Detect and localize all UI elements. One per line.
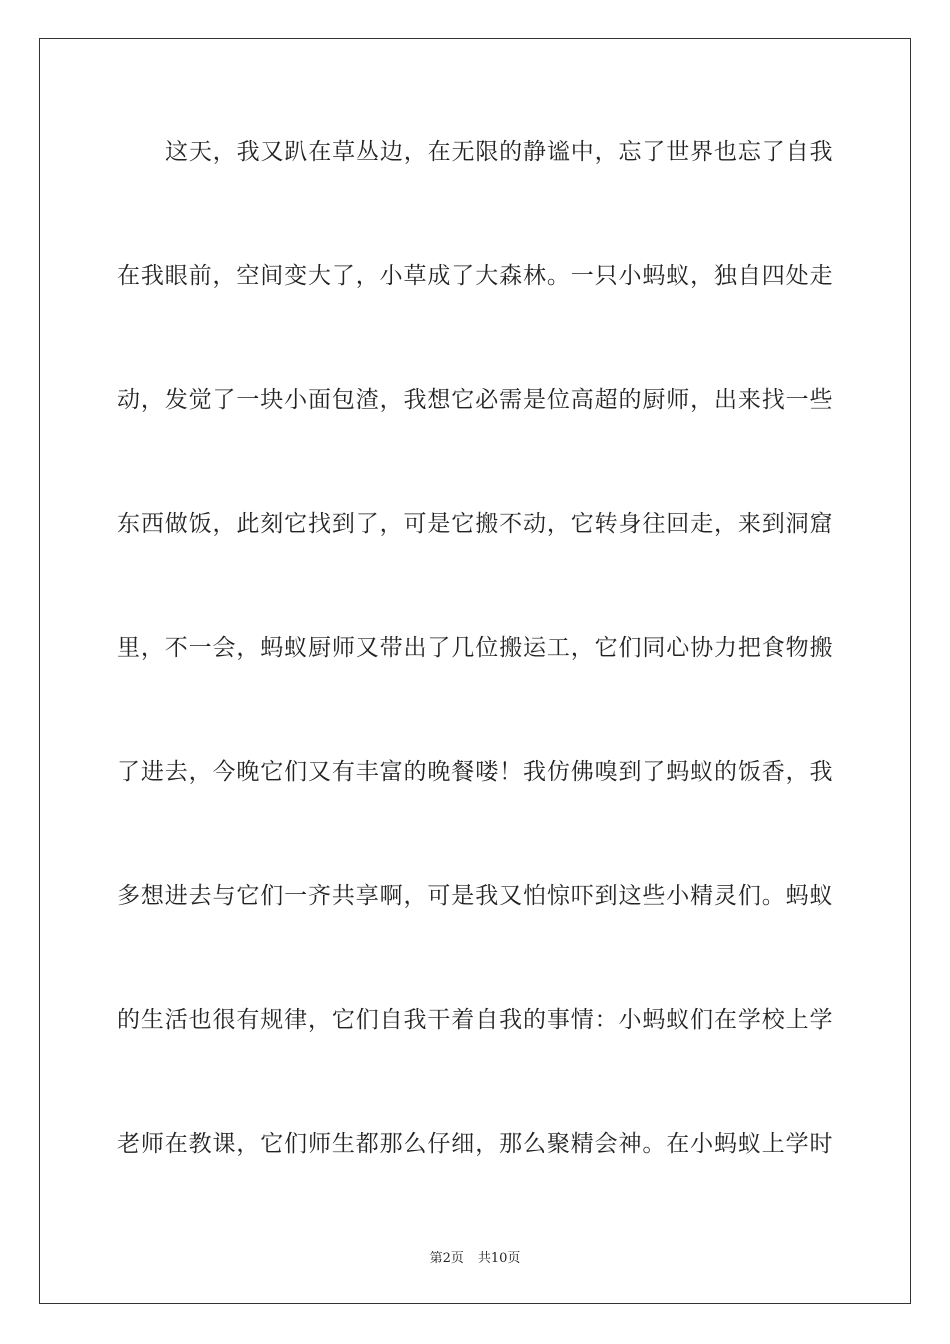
text-line: 了进去，今晚它们又有丰富的晚餐喽！我仿佛嗅到了蚂蚁的饭香，我	[117, 759, 833, 785]
text-line: 里，不一会，蚂蚁厨师又带出了几位搬运工，它们同心协力把食物搬	[117, 635, 833, 661]
text-line: 在我眼前，空间变大了，小草成了大森林。一只小蚂蚁，独自四处走	[117, 263, 833, 289]
text-line: 老师在教课，它们师生都那么仔细，那么聚精会神。在小蚂蚁上学时	[117, 1131, 833, 1157]
text-line: 东西做饭，此刻它找到了，可是它搬不动，它转身往回走，来到洞窟	[117, 511, 833, 537]
page-number: 第2页	[429, 1251, 464, 1266]
text-line: 的生活也很有规律，它们自我干着自我的事情：小蚂蚁们在学校上学	[117, 1007, 833, 1033]
text-line: 多想进去与它们一齐共享啊，可是我又怕惊吓到这些小精灵们。蚂蚁	[117, 883, 833, 909]
page-footer	[0, 1247, 950, 1266]
document-body	[117, 124, 833, 1240]
page-total: 共10页	[477, 1251, 521, 1266]
text-line: 这天，我又趴在草丛边，在无限的静谧中，忘了世界也忘了自我	[165, 139, 833, 165]
text-line: 动，发觉了一块小面包渣，我想它必需是位高超的厨师，出来找一些	[117, 387, 833, 413]
